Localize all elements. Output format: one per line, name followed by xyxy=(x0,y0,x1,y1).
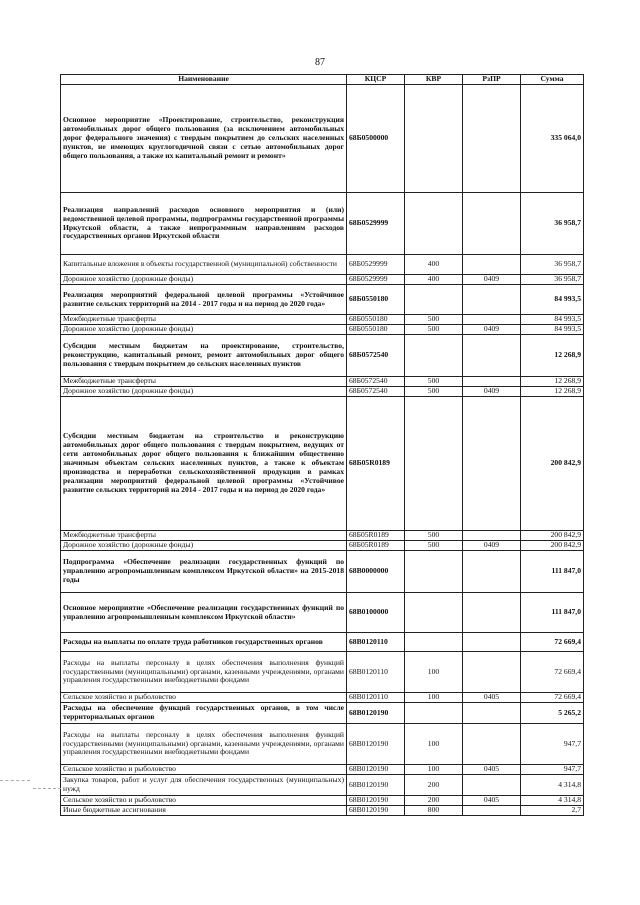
cell-sum: 72 669,4 xyxy=(521,633,584,652)
table-row xyxy=(61,531,584,541)
cell-name: Основное мероприятие «Проектирование, строительство, реконструкция автомобильных дорог общего пользования (за исключением автомобильных дорог федерального значения) с твердым покрытием до сельских населенных пунктов, не имеющих круглогодичной связи с сетью автомобильных дорог общего пользования, а также их капитальный ремонт и ремонт» xyxy=(61,85,347,193)
cell-kcsr: 68В0120190 xyxy=(347,703,405,724)
table-row xyxy=(61,796,584,806)
cell-kvr: 800 xyxy=(405,806,463,816)
cell-kcsr: 68В0120190 xyxy=(347,765,405,775)
cell-sum: 12 268,9 xyxy=(521,377,584,387)
table-row xyxy=(61,633,584,652)
header-sum: Сумма xyxy=(521,75,584,85)
table-row xyxy=(61,85,584,193)
table-body xyxy=(61,85,584,816)
cell-name: Расходы на выплаты персоналу в целях обеспечения выполнения функций государственными (муниципальными) органами, казенными учреждениями, органами управления государственными внебюджетными фондами xyxy=(61,652,347,693)
cell-name: Подпрограмма «Обеспечение реализации государственных функций по управлению агропромышленным комплексом Иркутской области» на 2015-2018 годы xyxy=(61,551,347,593)
table-row xyxy=(61,325,584,335)
cell-sum: 111 847,0 xyxy=(521,593,584,633)
cell-kvr xyxy=(405,85,463,193)
cell-kcsr: 68Б0529999 xyxy=(347,193,405,255)
table-row xyxy=(61,541,584,551)
cell-sum: 72 669,4 xyxy=(521,652,584,693)
cell-rzpr xyxy=(463,806,521,816)
cell-rzpr: 0409 xyxy=(463,325,521,335)
cell-kcsr: 68Б0500000 xyxy=(347,85,405,193)
cell-kcsr: 68Б0550180 xyxy=(347,285,405,315)
cell-name: Межбюджетные трансферты xyxy=(61,531,347,541)
header-kcsr: КЦСР xyxy=(347,75,405,85)
cell-rzpr xyxy=(463,193,521,255)
cell-kcsr: 68Б05R0189 xyxy=(347,541,405,551)
cell-rzpr xyxy=(463,397,521,531)
table-row xyxy=(61,593,584,633)
cell-kcsr: 68В0120190 xyxy=(347,724,405,765)
cell-kvr xyxy=(405,335,463,377)
table-row xyxy=(61,652,584,693)
cell-name: Реализация мероприятий федеральной целевой программы «Устойчивое развитие сельских территорий на 2014 - 2017 годы и на период до 2020 года» xyxy=(61,285,347,315)
cell-rzpr xyxy=(463,652,521,693)
cell-kcsr: 68Б0550180 xyxy=(347,325,405,335)
header-name: Наименование xyxy=(61,75,347,85)
cell-name: Реализация направлений расходов основного мероприятия и (или) ведомственной целевой программы, подпрограммы государственной программы Иркутской области, а также непрограммным направлениям расходов государственных органов Иркутской области xyxy=(61,193,347,255)
cell-rzpr xyxy=(463,285,521,315)
table-row xyxy=(61,387,584,397)
cell-rzpr xyxy=(463,255,521,275)
scan-mark xyxy=(33,788,61,789)
cell-name: Сельское хозяйство и рыболовство xyxy=(61,796,347,806)
cell-sum: 335 064,0 xyxy=(521,85,584,193)
cell-sum: 72 669,4 xyxy=(521,693,584,703)
cell-name: Дорожное хозяйство (дорожные фонды) xyxy=(61,387,347,397)
cell-kcsr: 68В0120110 xyxy=(347,633,405,652)
cell-rzpr xyxy=(463,315,521,325)
cell-kcsr: 68Б0550180 xyxy=(347,315,405,325)
page-number: 87 xyxy=(315,57,325,68)
cell-rzpr: 0409 xyxy=(463,387,521,397)
cell-rzpr: 0405 xyxy=(463,765,521,775)
cell-sum: 84 993,5 xyxy=(521,325,584,335)
header-kvr: КВР xyxy=(405,75,463,85)
cell-kvr: 200 xyxy=(405,775,463,796)
cell-kvr: 100 xyxy=(405,765,463,775)
cell-rzpr xyxy=(463,775,521,796)
cell-kvr: 200 xyxy=(405,796,463,806)
table-row xyxy=(61,765,584,775)
cell-sum: 5 265,2 xyxy=(521,703,584,724)
table-row xyxy=(61,703,584,724)
cell-kcsr: 68В0100000 xyxy=(347,593,405,633)
cell-kvr: 100 xyxy=(405,693,463,703)
cell-rzpr xyxy=(463,85,521,193)
cell-kvr xyxy=(405,703,463,724)
table-row xyxy=(61,335,584,377)
cell-kcsr: 68В0120110 xyxy=(347,652,405,693)
cell-name: Субсидии местным бюджетам на проектирование, строительство, реконструкцию, капитальный ремонт, ремонт автомобильных дорог общего пользования с твердым покрытием до сельских населенных пунктов xyxy=(61,335,347,377)
header-rzpr: РзПР xyxy=(463,75,521,85)
cell-kcsr: 68В0120110 xyxy=(347,693,405,703)
cell-kvr: 500 xyxy=(405,315,463,325)
budget-table xyxy=(60,74,584,816)
cell-sum: 947,7 xyxy=(521,724,584,765)
cell-sum: 36 958,7 xyxy=(521,255,584,275)
cell-rzpr: 0409 xyxy=(463,275,521,285)
cell-kvr xyxy=(405,633,463,652)
cell-kcsr: 68Б05R0189 xyxy=(347,531,405,541)
cell-sum: 36 958,7 xyxy=(521,193,584,255)
cell-name: Межбюджетные трансферты xyxy=(61,377,347,387)
cell-kvr: 500 xyxy=(405,541,463,551)
scan-mark xyxy=(0,780,30,781)
cell-kcsr: 68В0000000 xyxy=(347,551,405,593)
table-row xyxy=(61,193,584,255)
cell-name: Дорожное хозяйство (дорожные фонды) xyxy=(61,275,347,285)
cell-kcsr: 68Б0529999 xyxy=(347,275,405,285)
cell-rzpr xyxy=(463,551,521,593)
cell-kvr: 500 xyxy=(405,377,463,387)
cell-name: Расходы на выплаты по оплате труда работников государственных органов xyxy=(61,633,347,652)
cell-kcsr: 68Б05R0189 xyxy=(347,397,405,531)
cell-kcsr: 68В0120190 xyxy=(347,806,405,816)
cell-kcsr: 68Б0572540 xyxy=(347,377,405,387)
cell-name: Основное мероприятие «Обеспечение реализации государственных функций по управлению агропромышленным комплексом Иркутской области» xyxy=(61,593,347,633)
table-row xyxy=(61,724,584,765)
cell-kvr: 400 xyxy=(405,275,463,285)
cell-name: Расходы на выплаты персоналу в целях обеспечения выполнения функций государственными (муниципальными) органами, казенными учреждениями, органами управления государственными внебюджетными фондами xyxy=(61,724,347,765)
cell-name: Капитальные вложения в объекты государственной (муниципальной) собственности xyxy=(61,255,347,275)
cell-sum: 84 993,5 xyxy=(521,315,584,325)
cell-name: Иные бюджетные ассигнования xyxy=(61,806,347,816)
cell-name: Сельское хозяйство и рыболовство xyxy=(61,693,347,703)
cell-kcsr: 68В0120190 xyxy=(347,775,405,796)
table-row xyxy=(61,551,584,593)
table-header-row xyxy=(61,75,584,85)
cell-sum: 947,7 xyxy=(521,765,584,775)
cell-sum: 200 842,9 xyxy=(521,531,584,541)
cell-kvr: 500 xyxy=(405,531,463,541)
cell-kvr: 100 xyxy=(405,652,463,693)
cell-kvr: 100 xyxy=(405,724,463,765)
cell-sum: 4 314,8 xyxy=(521,775,584,796)
cell-rzpr xyxy=(463,633,521,652)
cell-rzpr xyxy=(463,377,521,387)
cell-sum: 84 993,5 xyxy=(521,285,584,315)
cell-sum: 111 847,0 xyxy=(521,551,584,593)
cell-rzpr xyxy=(463,531,521,541)
cell-kvr: 500 xyxy=(405,387,463,397)
cell-name: Дорожное хозяйство (дорожные фонды) xyxy=(61,541,347,551)
cell-kcsr: 68Б0572540 xyxy=(347,335,405,377)
cell-rzpr: 0405 xyxy=(463,693,521,703)
cell-rzpr: 0409 xyxy=(463,541,521,551)
cell-rzpr: 0405 xyxy=(463,796,521,806)
table-row xyxy=(61,693,584,703)
cell-kcsr: 68В0120190 xyxy=(347,796,405,806)
cell-name: Субсидии местным бюджетам на строительство и реконструкцию автомобильных дорог общего пользования с твердым покрытием, ведущих от сети автомобильных дорог общего пользования к ближайшим общественно значимым объектам сельских населенных пунктов, а также к объектам производства и переработки сельскохозяйственной продукции в рамках реализации мероприятий федеральной целевой программы «Устойчивое развитие сельских территорий на 2014 - 2017 годы и на период до 2020 года» xyxy=(61,397,347,531)
cell-kvr: 500 xyxy=(405,325,463,335)
table-row xyxy=(61,255,584,275)
cell-rzpr xyxy=(463,703,521,724)
cell-name: Закупка товаров, работ и услуг для обеспечения государственных (муниципальных) нужд xyxy=(61,775,347,796)
cell-name: Межбюджетные трансферты xyxy=(61,315,347,325)
table-row xyxy=(61,285,584,315)
table-row xyxy=(61,775,584,796)
cell-sum: 200 842,9 xyxy=(521,541,584,551)
cell-kcsr: 68Б0529999 xyxy=(347,255,405,275)
cell-kvr xyxy=(405,285,463,315)
cell-kvr xyxy=(405,551,463,593)
cell-kvr xyxy=(405,397,463,531)
cell-sum: 12 268,9 xyxy=(521,335,584,377)
cell-kvr xyxy=(405,193,463,255)
table-row xyxy=(61,397,584,531)
cell-rzpr xyxy=(463,593,521,633)
cell-sum: 2,7 xyxy=(521,806,584,816)
cell-name: Сельское хозяйство и рыболовство xyxy=(61,765,347,775)
cell-sum: 36 958,7 xyxy=(521,275,584,285)
cell-kcsr: 68Б0572540 xyxy=(347,387,405,397)
cell-kvr xyxy=(405,593,463,633)
table-row xyxy=(61,806,584,816)
table-row xyxy=(61,275,584,285)
table-row xyxy=(61,377,584,387)
cell-sum: 4 314,8 xyxy=(521,796,584,806)
cell-name: Расходы на обеспечение функций государственных органов, в том числе территориальных органов xyxy=(61,703,347,724)
table-row xyxy=(61,315,584,325)
cell-sum: 12 268,9 xyxy=(521,387,584,397)
cell-rzpr xyxy=(463,335,521,377)
cell-rzpr xyxy=(463,724,521,765)
cell-name: Дорожное хозяйство (дорожные фонды) xyxy=(61,325,347,335)
cell-kvr: 400 xyxy=(405,255,463,275)
cell-sum: 200 842,9 xyxy=(521,397,584,531)
